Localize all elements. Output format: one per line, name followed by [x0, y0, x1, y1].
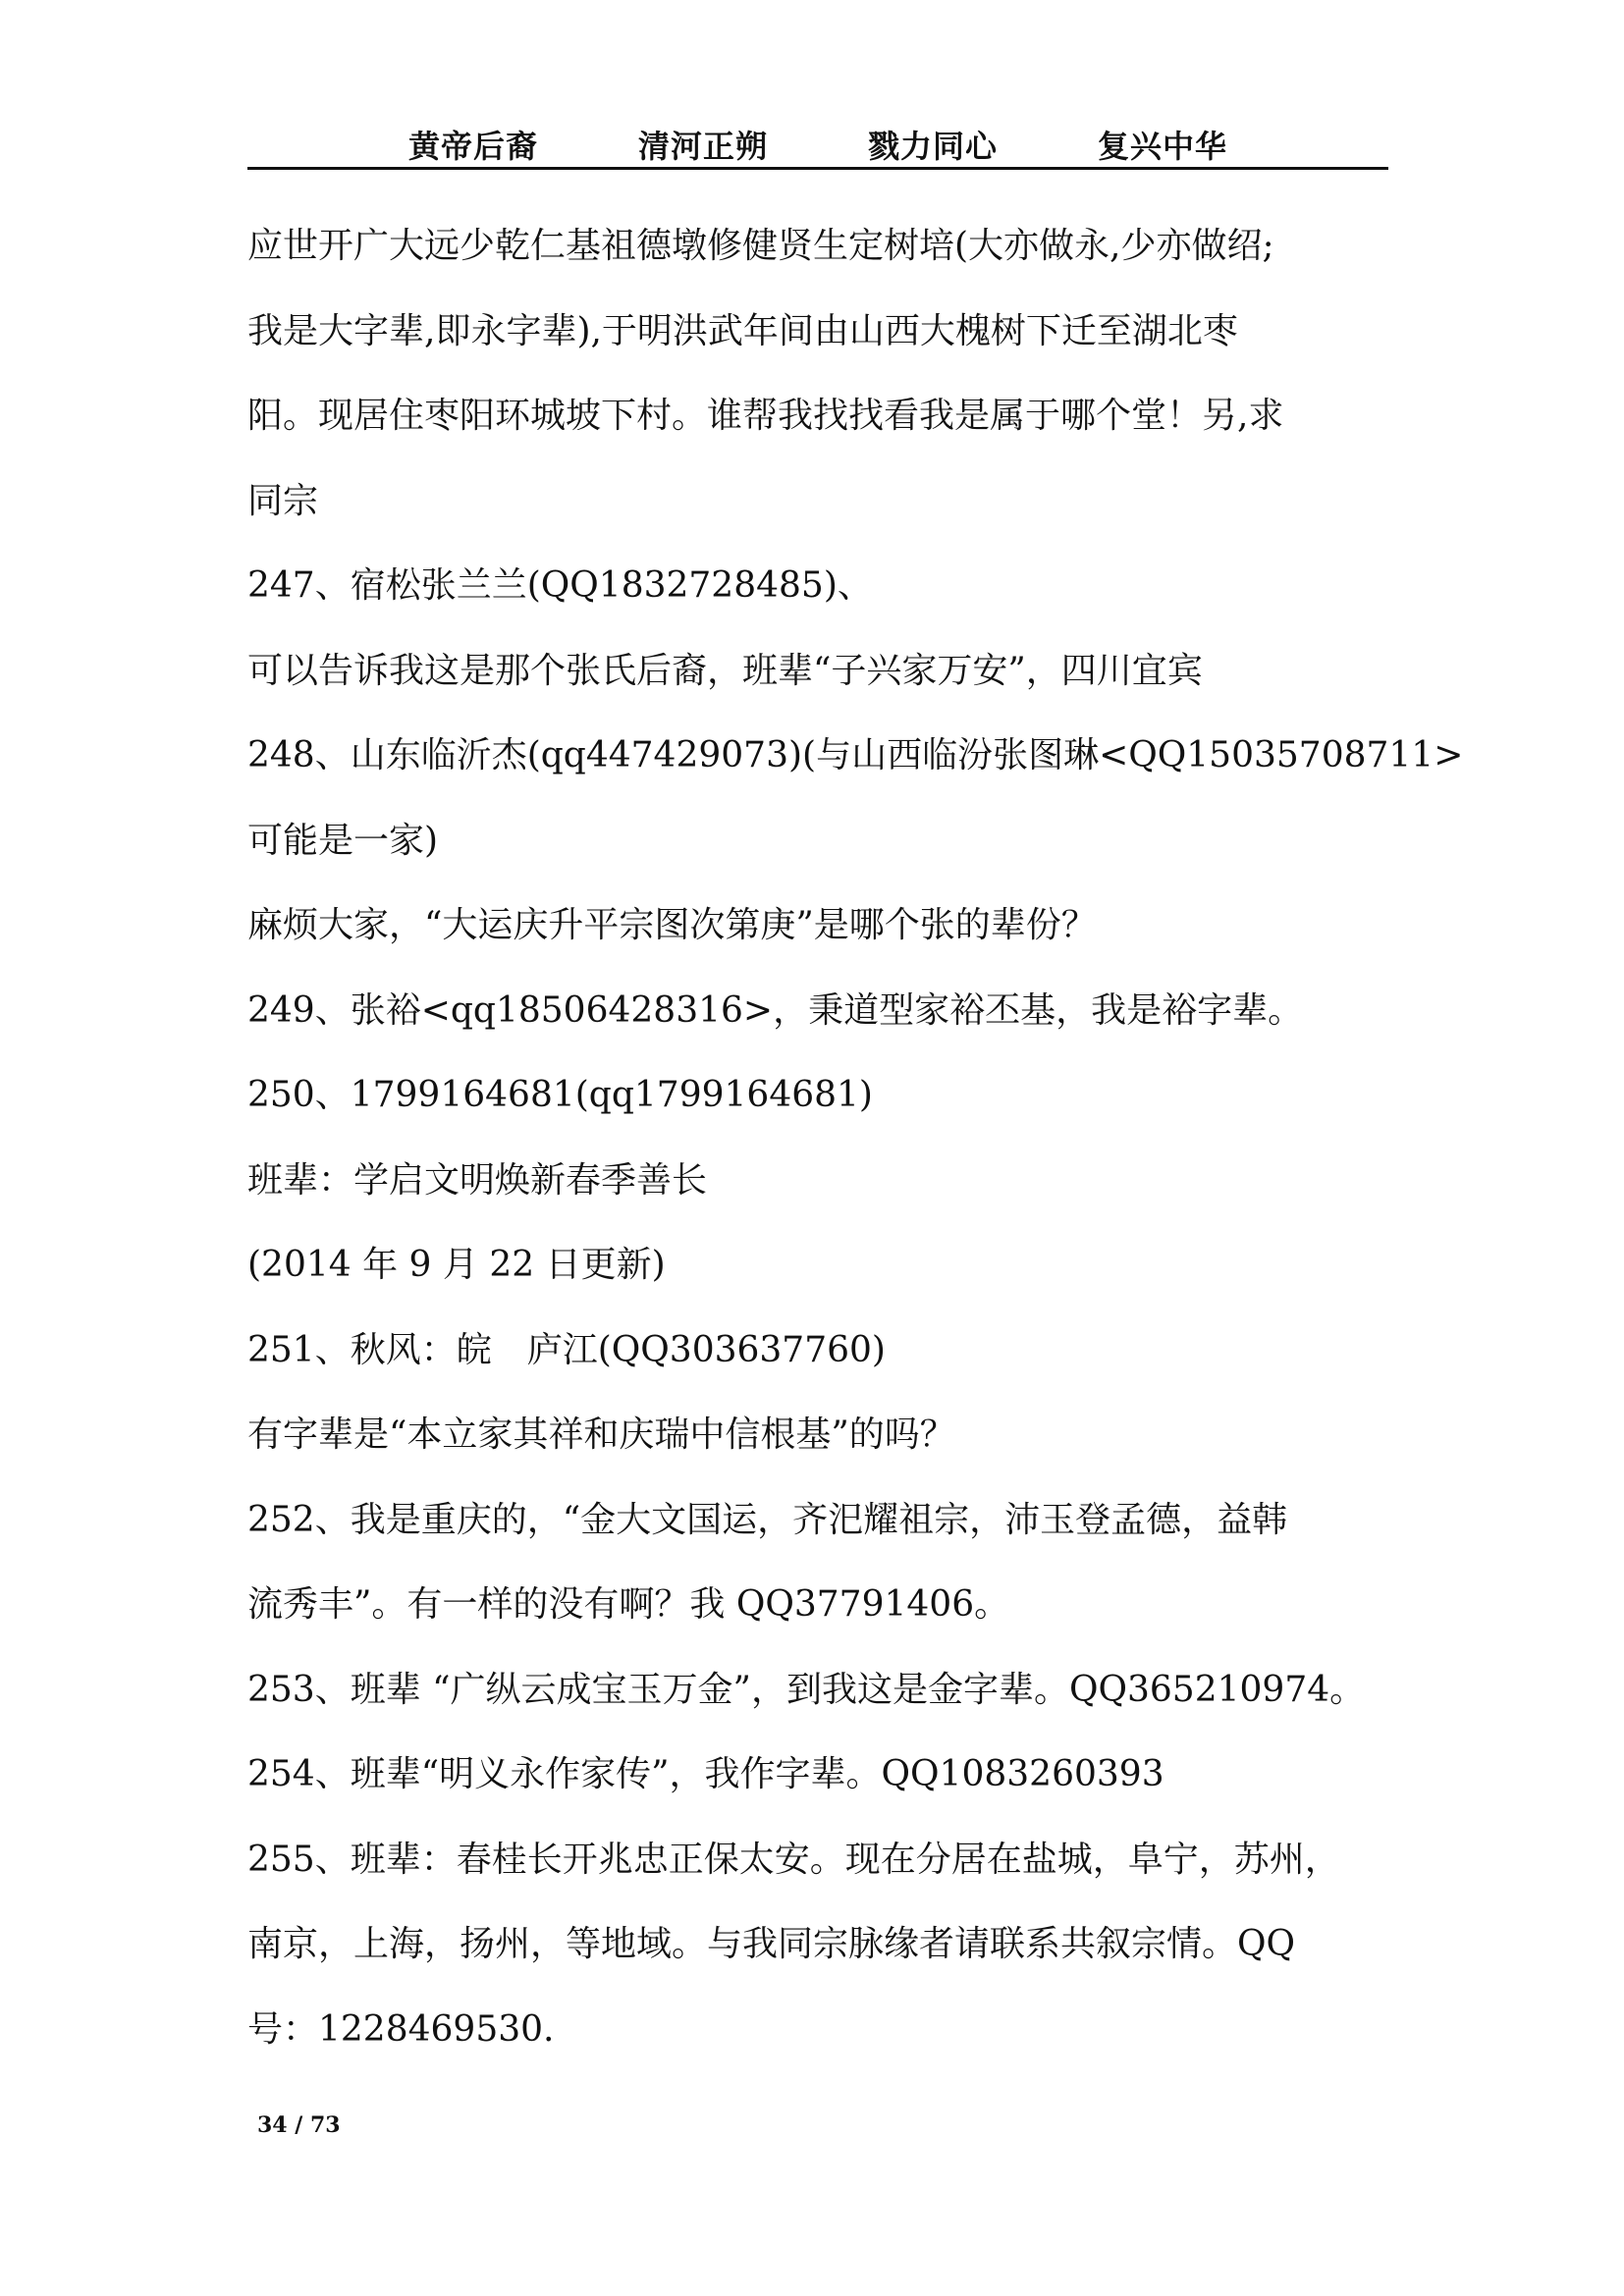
header-phrase: 清河正朔 — [637, 128, 768, 165]
entry-line: 251、秋风：皖 庐江(QQ303637760) — [247, 1329, 886, 1370]
entry-line: 247、宿松张兰兰(QQ1832728485)、 — [247, 565, 873, 606]
text-line: 麻烦大家，“大运庆升平宗图次第庚”是哪个张的辈份？ — [247, 905, 1097, 945]
text-line: 号：1228469530. — [247, 2008, 555, 2050]
entry-line: 254、班辈“明义永作家传”，我作字辈。QQ1083260393 — [247, 1754, 1164, 1794]
page-number: 34 / 73 — [257, 2112, 341, 2138]
update-note: (2014 年 9 月 22 日更新) — [247, 1245, 666, 1285]
text-line: 我是大字辈,即永字辈),于明洪武年间由山西大槐树下迁至湖北枣 — [247, 310, 1238, 351]
text-line: 阳。现居住枣阳环城坡下村。谁帮我找找看我是属于哪个堂！另,求 — [247, 396, 1284, 436]
header-motto — [247, 122, 1388, 167]
header-phrase: 戮力同心 — [868, 128, 999, 165]
page-header — [247, 116, 1388, 170]
header-phrase: 复兴中华 — [1098, 128, 1228, 165]
entry-line: 255、班辈：春桂长开兆忠正保太安。现在分居在盐城，阜宁，苏州， — [247, 1839, 1340, 1880]
entry-line: 248、山东临沂杰(qq447429073)(与山西临汾张图琳<QQ15035708711> — [247, 735, 1464, 775]
text-line: 班辈：学启文明焕新春季善长 — [247, 1159, 708, 1201]
text-line: 南京，上海，扬州，等地域。与我同宗脉缘者请联系共叙宗情。QQ — [247, 1924, 1296, 1964]
entry-line: 250、1799164681(qq1799164681) — [247, 1075, 873, 1115]
entry-line: 253、班辈 “广纵云成宝玉万金”，到我这是金字辈。QQ365210974。 — [247, 1669, 1366, 1710]
entry-line: 249、张裕<qq18506428316>，秉道型家裕丕基，我是裕字辈。 — [247, 989, 1304, 1031]
text-line: 应世开广大远少乾仁基祖德墩修健贤生定树培(大亦做永,少亦做绍; — [247, 226, 1274, 266]
text-line: 流秀丰”。有一样的没有啊？我 QQ37791406。 — [247, 1584, 1010, 1625]
text-line: 同宗 — [247, 480, 319, 521]
text-line: 可以告诉我这是那个张氏后裔，班辈“子兴家万安”，四川宜宾 — [247, 650, 1203, 691]
text-line: 可能是一家) — [247, 820, 439, 861]
text-line: 有字辈是“本立家其祥和庆瑞中信根基”的吗？ — [247, 1415, 955, 1455]
header-phrase: 黄帝后裔 — [407, 128, 538, 165]
document-body — [247, 204, 1464, 2072]
entry-line: 252、我是重庆的，“金大文国运，齐汜耀祖宗，沛玉登孟德，益韩 — [247, 1499, 1288, 1540]
